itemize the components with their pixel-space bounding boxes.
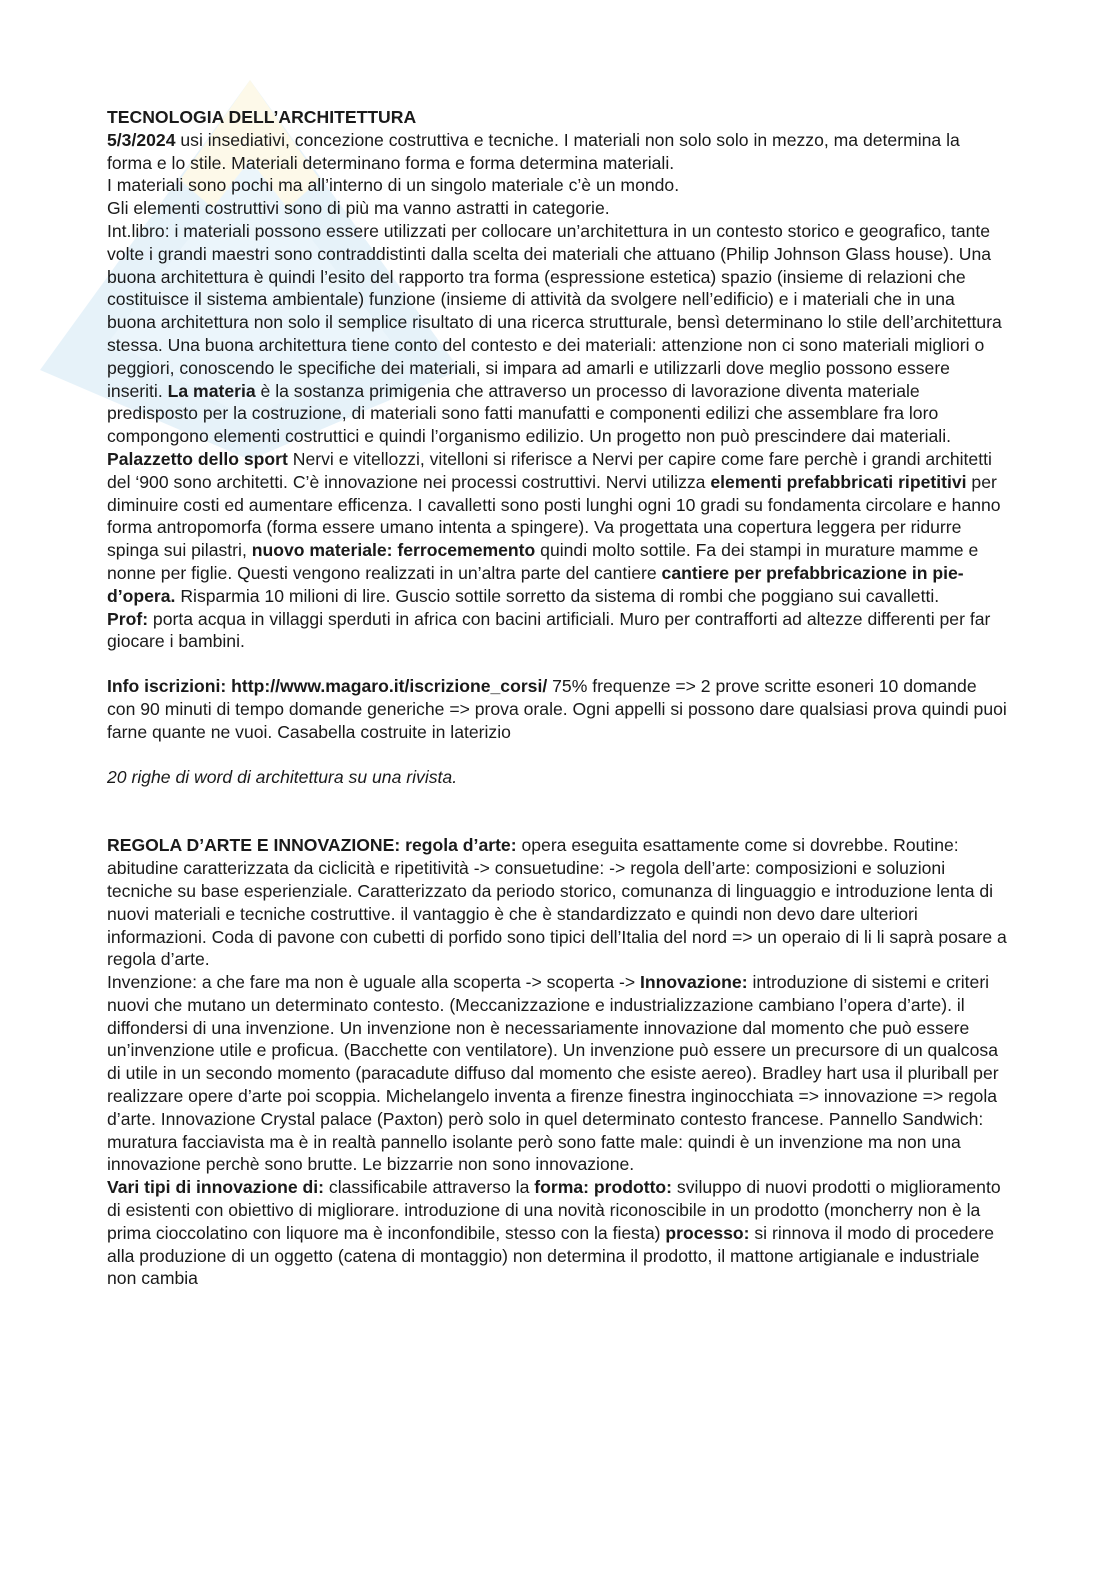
page-title: TECNOLOGIA DELL’ARCHITETTURA <box>107 107 417 127</box>
document-page <box>107 106 1007 1290</box>
paragraph-palazzetto: Palazzetto dello sport Nervi e vitellozzi, vitelloni si riferisce a Nervi per capire come fare perchè i grandi architetti del ‘900 sono architetti. C’è innovazione nei processi costruttivi. Nervi utilizza elementi prefabbricati ripetitivi per diminuire costi ed aumentare efficenza. I cavalletti sono posti lunghi ogni 10 gradi su fondamenta circolare e hanno forma antropomorfa (forma essere umano intenta a spingere). Va progettata una copertura leggera per ridurre spinga sui pilastri, nuovo materiale: ferrocememento quindi molto sottile. Fa dei stampi in murature mamme e nonne per figlie. Questi vengono realizzati in un’altra parte del cantiere cantiere per prefabbricazione in pie-d’opera. Risparmia 10 milioni di lire. Guscio sottile sorretto da sistema di rombi che poggiano sui cavalletti. <box>107 448 1001 606</box>
paragraph-elements: Gli elementi costruttivi sono di più ma vanno astratti in categorie. <box>107 198 610 219</box>
paragraph-regola-arte: REGOLA D’ARTE E INNOVAZIONE: regola d’arte: opera eseguita esattamente come si dovrebbe. Routine: abitudine caratterizzata da ciclicità e ripetitività -> consuetudine: -> regola dell’arte: composizioni e soluzioni tecniche su base esperienziale. Caratterizzato da periodo storico, comunanza di linguaggio e introduzione lenta di nuovi materiali e tecniche costruttive. il vantaggio è che è standardizzato e quindi non devo dare ulteriori informazioni. Coda di pavone con cubetti di porfido sono tipici dell’Italia del nord => un operaio di li li saprà posare a regola d’arte. <box>107 835 1007 970</box>
paragraph-intro: 5/3/2024 usi insediativi, concezione costruttiva e tecniche. I materiali non solo solo in mezzo, ma determina la forma e lo stile. Materiali determinano forma e forma determina materiali. <box>107 129 960 173</box>
date-label: 5/3/2024 <box>107 129 176 150</box>
paragraph-invenzione: Invenzione: a che fare ma non è uguale alla scoperta -> scoperta -> Innovazione: introduzione di sistemi e criteri nuovi che mutano un determinato contesto. (Meccanizzazione e industrializzazione cambiano l’opera d’arte). il diffondersi di una invenzione. Un invenzione non è necessariamente innovazione dal momento che può essere un’invenzione utile e proficua. (Bacchette con ventilatore). Un invenzione può essere un precursore di un qualcosa di utile in un secondo momento (paracadute diffuso dal momento che esiste aereo). Bradley hart usa il pluriball per realizzare opere d’arte poi scoppia. Michelangelo inventa a firenze finestra inginocchiata => innovazione => regola d’arte. Innovazione Crystal palace (Paxton) però solo in quel determinato contesto francese. Pannello Sandwich: muratura facciavista ma è in realtà pannello isolante però sono fatte male: quindi è un invenzione ma non una innovazione perchè sono brutte. Le bizzarrie non sono innovazione. <box>107 972 999 1175</box>
paragraph-prof: Prof: porta acqua in villaggi sperduti in africa con bacini artificiali. Muro per contrafforti ad altezze differenti per far giocare i bambini. <box>107 608 991 652</box>
italic-note: 20 righe di word di architettura su una rivista. <box>107 766 458 787</box>
paragraph-materials-few: I materiali sono pochi ma all’interno di un singolo materiale c’è un mondo. <box>107 175 680 196</box>
paragraph-book-intro: Int.libro: i materiali possono essere utilizzati per collocare un’architettura in un contesto storico e geografico, tante volte i grandi maestri sono contraddistinti dalla scelta dei materiali che attuano (Philip Johnson Glass house). Una buona architettura è quindi l’esito del rapporto tra forma (espressione estetica) spazio (insieme di relazioni che costituisce il sistema ambientale) funzione (insieme di attività da svolgere nell’edificio) e i materiali che in una buona architettura non solo il semplice risultato di una ricerca strutturale, bensì determinano lo stile dell’architettura stessa. Una buona architettura tiene conto del contesto e dei materiali: attenzione non ci sono materiali migliori o peggiori, conoscendo le specifiche dei materiali, si impara ad amarli e utilizzarli dove meglio possono essere inseriti. La materia è la sostanza primigenia che attraverso un processo di lavorazione diventa materiale predisposto per la costruzione, di materiali sono fatti manufatti e componenti edilizi che assemblare fra loro compongono elementi costruttici e quindi l’organismo edilizio. Un progetto non può prescindere dai materiali. <box>107 220 1002 447</box>
iscrizioni-link[interactable]: Info iscrizioni: http://www.magaro.it/iscrizione_corsi/ <box>107 676 548 697</box>
paragraph-tipi-innovazione: Vari tipi di innovazione di: classificabile attraverso la forma: prodotto: sviluppo di nuovi prodotti o miglioramento di esistenti con obiettivo di migliorare. introduzione di una novità riconoscibile in un prodotto (moncherry non è la prima cioccolatino con liquore ma è inconfondibile, stesso con la fiesta) processo: si rinnova il modo di procedere alla produzione di un oggetto (catena di montaggio) non determina il prodotto, il mattone artigianale e industriale non cambia <box>107 1177 1001 1289</box>
paragraph-info-iscrizioni: Info iscrizioni: http://www.magaro.it/iscrizione_corsi/ 75% frequenze => 2 prove scritte esoneri 10 domande con 90 minuti di tempo domande generiche => prova orale. Ogni appelli si possono dare qualsiasi prova quindi puoi farne quante ne vuoi. Casabella costruite in laterizio <box>107 676 1007 742</box>
